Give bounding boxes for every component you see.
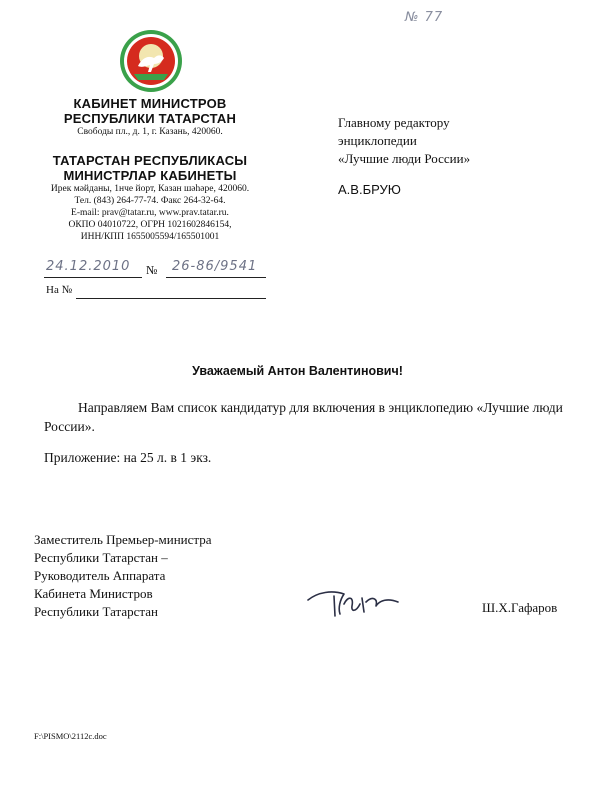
registration-date: 24.12.2010 bbox=[46, 259, 131, 274]
inn-kpp: ИНН/КПП 1655005594/165501001 bbox=[80, 232, 220, 242]
file-path: F:\PISMO\2112c.doc bbox=[34, 731, 107, 741]
email-website: E-mail: prav@tatar.ru, www.prav.tatar.ru. bbox=[71, 208, 229, 218]
org-name-ru-line1: КАБИНЕТ МИНИСТРОВ bbox=[73, 96, 227, 111]
addressee-line1: Главному редактору bbox=[338, 115, 450, 130]
handwritten-signature bbox=[304, 582, 404, 618]
letter-body bbox=[44, 398, 574, 436]
address-ru: Свободы пл., д. 1, г. Казань, 420060. bbox=[77, 127, 223, 137]
body-paragraph: Направляем Вам список кандидатур для включения в энциклопедию «Лучшие люди России». bbox=[44, 400, 563, 434]
handwritten-corner-number: № 77 bbox=[405, 10, 444, 25]
signatory-line1: Заместитель Премьер-министра bbox=[34, 532, 212, 547]
addressee-block bbox=[338, 114, 470, 199]
okpo-ogrn: ОКПО 04010722, ОГРН 1021602846154, bbox=[68, 220, 232, 230]
signatory-line5: Республики Татарстан bbox=[34, 604, 158, 619]
attachment-note: Приложение: на 25 л. в 1 экз. bbox=[44, 450, 212, 465]
org-name-ru-line2: РЕСПУБЛИКИ ТАТАРСТАН bbox=[63, 111, 237, 126]
header-tatar bbox=[30, 153, 270, 243]
signatory-line3: Руководитель Аппарата bbox=[34, 568, 166, 583]
addressee-name: А.В.БРУЮ bbox=[338, 182, 401, 197]
header-russian bbox=[30, 96, 270, 138]
signatory-position bbox=[34, 531, 212, 621]
reply-to-label: На № bbox=[46, 284, 73, 296]
signatory-line2: Республики Татарстан – bbox=[34, 550, 168, 565]
address-tt: Ирек мәйданы, 1нче йорт, Казан шәһәре, 420060. bbox=[50, 184, 250, 194]
registration-block bbox=[44, 257, 274, 301]
org-name-tt-line2: МИНИСТРЛАР КАБИНЕТЫ bbox=[63, 168, 237, 183]
addressee-line2: энциклопедии bbox=[338, 133, 417, 148]
addressee-line3: «Лучшие люди России» bbox=[338, 151, 471, 166]
number-underline bbox=[166, 277, 266, 278]
date-underline bbox=[44, 277, 142, 278]
registration-number: 26-86/9541 bbox=[172, 259, 258, 274]
phone-fax: Тел. (843) 264-77-74. Факс 264-32-64. bbox=[74, 196, 226, 206]
number-sign: № bbox=[146, 263, 158, 277]
reply-to-underline bbox=[76, 298, 266, 299]
signatory-line4: Кабинета Министров bbox=[34, 586, 153, 601]
tatarstan-emblem-logo bbox=[118, 28, 184, 94]
greeting: Уважаемый Антон Валентинович! bbox=[192, 364, 403, 378]
org-name-tt-line1: ТАТАРСТАН РЕСПУБЛИКАСЫ bbox=[52, 153, 248, 168]
signatory-name: Ш.Х.Гафаров bbox=[482, 600, 558, 615]
